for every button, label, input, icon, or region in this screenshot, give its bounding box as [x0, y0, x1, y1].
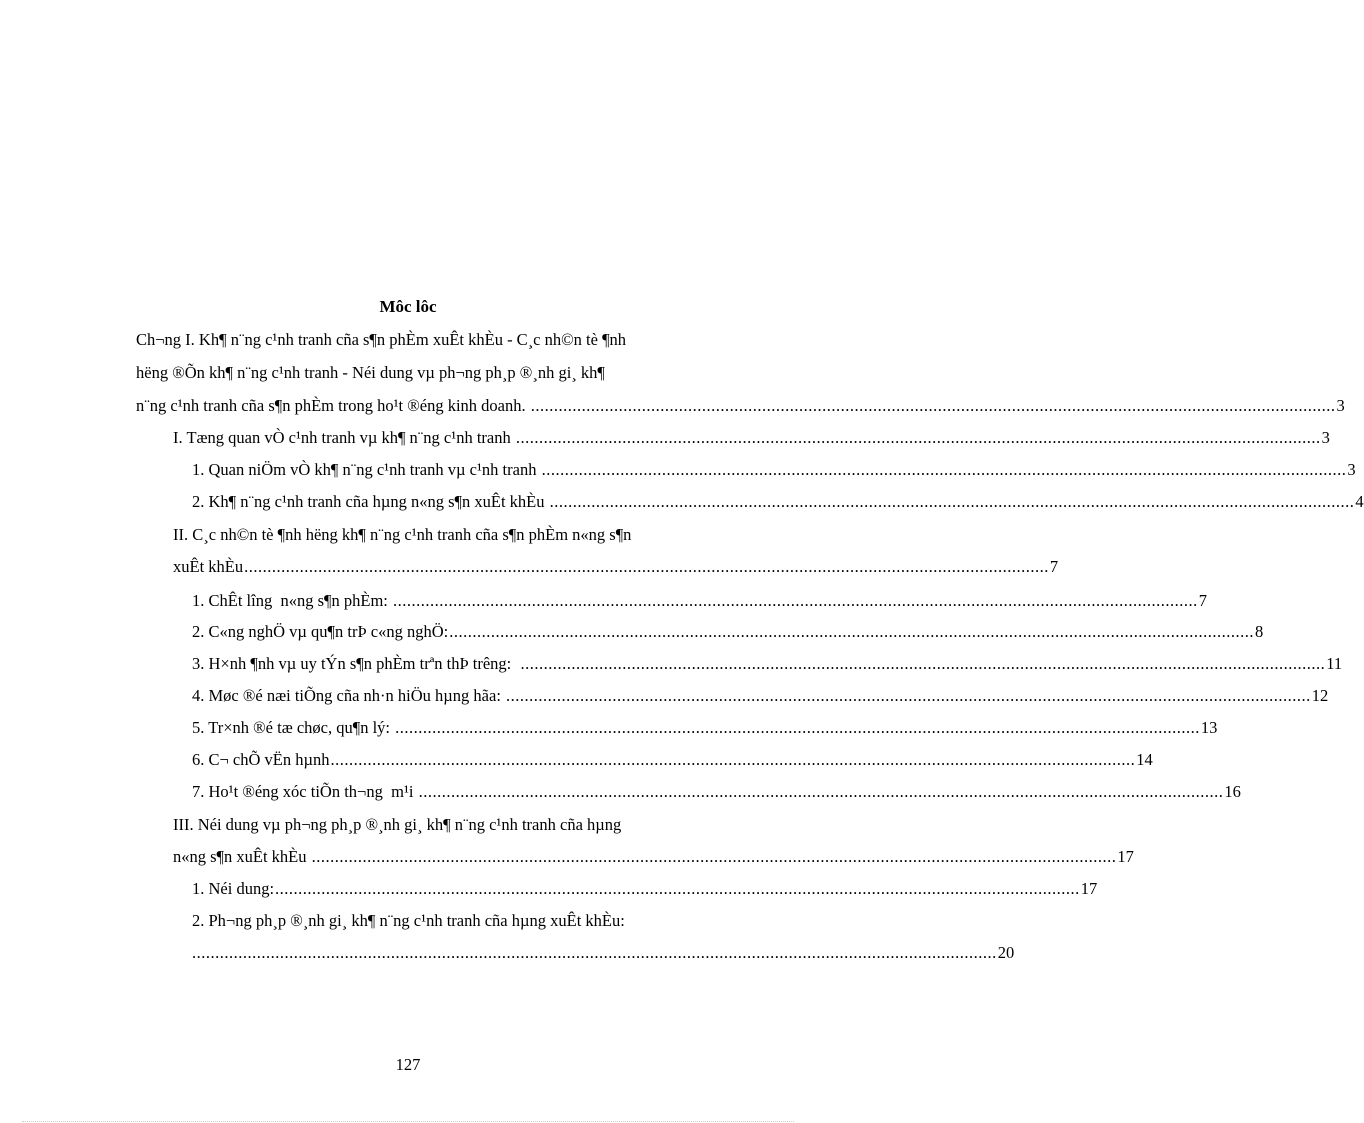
toc-entry-text: 2. Ph¬ng ph¸p ®¸nh gi¸ kh¶ n¨ng c¹nh tranh cña hµng xuÊt khÈu:	[192, 911, 625, 930]
leader-dots: ..............................................................................................................................................................................	[506, 686, 1311, 705]
toc-entry-section-3-2-line-2	[192, 942, 1015, 964]
toc-entry-page: 12	[1311, 686, 1329, 705]
toc-entry-section-3-2-line-1	[192, 910, 719, 932]
toc-entry-text: 1. Quan niÖm vÒ kh¶ n¨ng c¹nh tranh vµ c¹nh tranh	[192, 460, 541, 479]
leader-dots: ..............................................................................................................................................................................	[275, 879, 1080, 898]
leader-dots: ..............................................................................................................................................................................	[311, 847, 1117, 866]
toc-chapter-1-text-1: Ch¬ng I. Kh¶ n¨ng c¹nh tranh cña s¶n phÈm xuÊt khÈu - C¸c nh©n tè ¶nh	[136, 330, 627, 349]
toc-entry-page: 14	[1136, 750, 1153, 769]
toc-entry-section-1-1	[192, 459, 1356, 481]
leader-dots: ..............................................................................................................................................................................	[244, 557, 1049, 576]
toc-entry-section-2-5	[192, 717, 1218, 739]
toc-entry-page: 8	[1254, 622, 1264, 641]
page-bottom-border	[22, 1121, 794, 1122]
toc-entry-page: 3	[1321, 428, 1330, 447]
toc-entry-section-2-line-1	[173, 524, 719, 546]
leader-dots: ..............................................................................................................................................................................	[520, 654, 1326, 673]
toc-chapter-1-text-3: n¨ng c¹nh tranh cña s¶n phÈm trong ho¹t ®éng kinh doanh.	[136, 396, 530, 415]
toc-entry-text: III. Néi dung vµ ph¬ng ph¸p ®¸nh gi¸ kh¶ n¨ng c¹nh tranh cña hµng	[173, 815, 622, 834]
toc-chapter-1-page: 3	[1336, 396, 1345, 415]
leader-dots: ..............................................................................................................................................................................	[395, 718, 1200, 737]
toc-entry-section-2-6	[192, 749, 1153, 771]
toc-chapter-1-line-3	[136, 395, 1345, 417]
toc-entry-text: I. Tæng quan vÒ c¹nh tranh vµ kh¶ n¨ng c¹nh tranh	[173, 428, 515, 447]
toc-entry-text: 2. C«ng nghÖ vµ qu¶n trÞ c«ng nghÖ:	[192, 622, 449, 641]
toc-entry-text: n«ng s¶n xuÊt khÈu	[173, 847, 311, 866]
toc-entry-page: 16	[1224, 782, 1241, 801]
toc-entry-page: 20	[997, 943, 1015, 962]
toc-entry-page: 17	[1117, 847, 1134, 866]
toc-entry-section-3-line-2	[173, 846, 1134, 868]
toc-entry-section-2-3	[192, 653, 1343, 675]
toc-chapter-1-line-1	[136, 329, 719, 351]
toc-entry-text: 7. Ho¹t ®éng xóc tiÕn th¬ng m¹i	[192, 782, 418, 801]
leader-dots: ..............................................................................................................................................................................	[192, 943, 997, 962]
toc-entry-page: 7	[1198, 591, 1207, 610]
toc-entry-section-2-4	[192, 685, 1329, 707]
leader-dots: ..............................................................................................................................................................................	[515, 428, 1321, 447]
toc-entry-text: 4. Møc ®é næi tiÕng cña nh·n hiÖu hµng hãa:	[192, 686, 506, 705]
toc-entry-text: 1. Néi dung:	[192, 879, 275, 898]
toc-entry-text: 1. ChÊt lîng n«ng s¶n phÈm:	[192, 591, 392, 610]
toc-entry-page: 11	[1326, 654, 1343, 673]
leader-dots: ..............................................................................................................................................................................	[330, 750, 1136, 769]
toc-entry-text: xuÊt khÈu	[173, 557, 244, 576]
leader-dots: ..............................................................................................................................................................................	[418, 782, 1224, 801]
toc-chapter-1-text-2: hëng ®Õn kh¶ n¨ng c¹nh tranh - Néi dung vµ ph¬ng ph¸p ®¸nh gi¸ kh¶	[136, 363, 605, 382]
toc-entry-text: 3. H×nh ¶nh vµ uy tÝn s¶n phÈm trªn thÞ trêng:	[192, 654, 520, 673]
leader-dots: ..............................................................................................................................................................................	[449, 622, 1254, 641]
leader-dots: ..............................................................................................................................................................................	[549, 492, 1355, 511]
toc-chapter-1-line-2	[136, 362, 719, 384]
toc-entry-text: 2. Kh¶ n¨ng c¹nh tranh cña hµng n«ng s¶n xuÊt khÈu	[192, 492, 549, 511]
toc-entry-section-2-line-2	[173, 556, 1059, 578]
toc-entry-text: 5. Tr×nh ®é tæ chøc, qu¶n lý:	[192, 718, 395, 737]
toc-entry-page: 17	[1080, 879, 1098, 898]
toc-entry-page: 7	[1049, 557, 1059, 576]
toc-entry-text: II. C¸c nh©n tè ¶nh hëng kh¶ n¨ng c¹nh tranh cña s¶n phÈm n«ng s¶n	[173, 525, 632, 544]
toc-title: Môc lôc	[379, 297, 437, 316]
leader-dots: ..............................................................................................................................................................................	[530, 396, 1336, 415]
toc-entry-section-3-1	[192, 878, 1098, 900]
toc-entry-section-2-2	[192, 621, 1264, 643]
page-number: 127	[395, 1055, 421, 1074]
toc-entry-page: 13	[1200, 718, 1218, 737]
toc-entry-section-1-2	[192, 491, 1364, 513]
leader-dots: ..............................................................................................................................................................................	[541, 460, 1347, 479]
toc-entry-text: 6. C¬ chÕ vËn hµnh	[192, 750, 330, 769]
toc-entry-page: 4	[1355, 492, 1364, 511]
leader-dots: ..............................................................................................................................................................................	[392, 591, 1198, 610]
toc-entry-page: 3	[1347, 460, 1356, 479]
toc-entry-section-3-line-1	[173, 814, 719, 836]
toc-entry-section-2-1	[192, 590, 1207, 612]
toc-entry-section-2-7	[192, 781, 1241, 803]
toc-entry-section-1	[173, 427, 1330, 449]
